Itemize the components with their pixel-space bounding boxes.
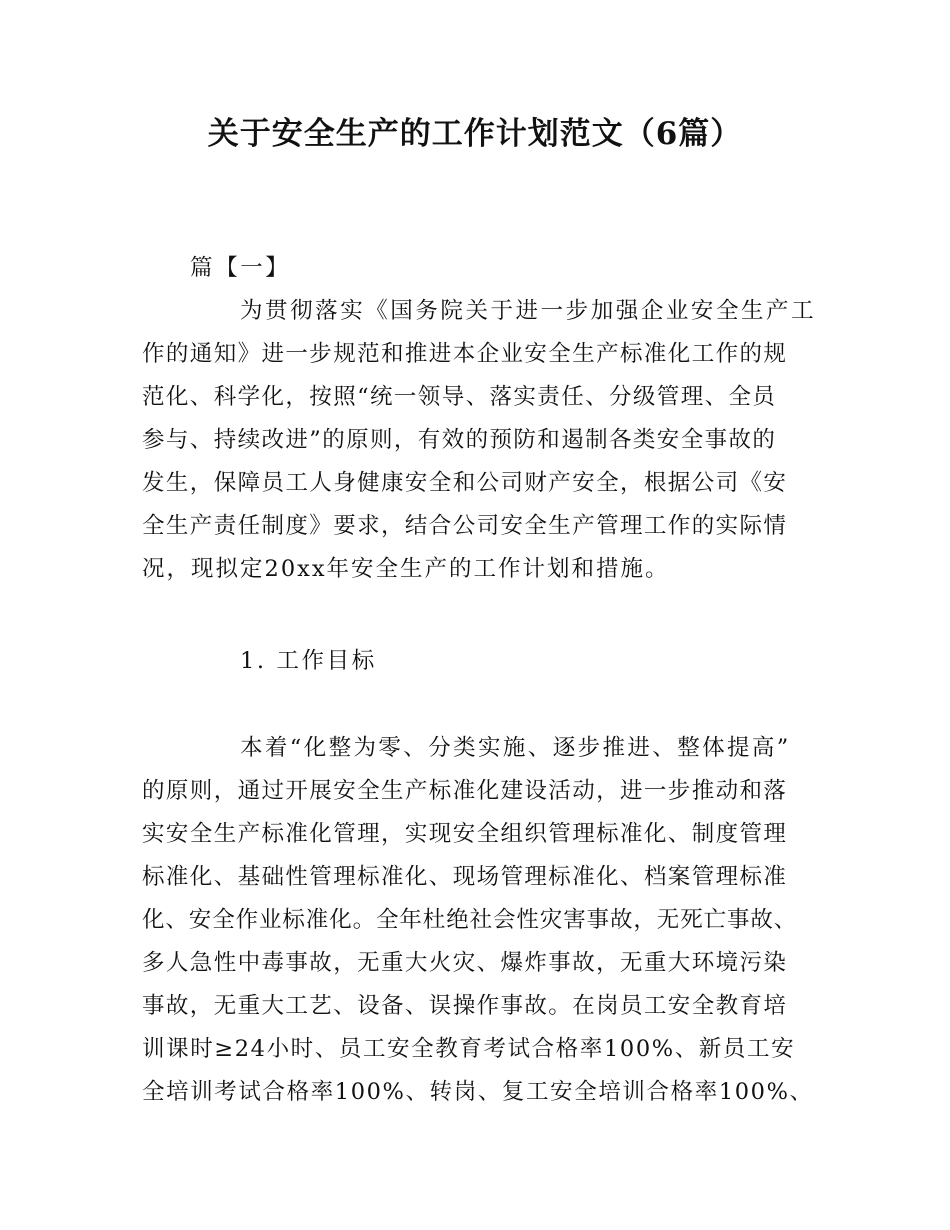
document-title: 关于安全生产的工作计划范文（6篇）	[207, 116, 743, 152]
section-heading: 篇【一】	[190, 255, 291, 281]
paragraph-line: 全培训考试合格率100%、转岗、复工安全培训合格率100%、	[142, 1079, 814, 1105]
item-heading: 1. 工作目标	[240, 648, 377, 674]
paragraph-line: 本着“化整为零、分类实施、逐步推进、整体提高”	[240, 735, 791, 761]
paragraph-line: 发生，保障员工人身健康安全和公司财产安全，根据公司《安	[142, 470, 788, 496]
paragraph-line: 事故，无重大工艺、设备、误操作事故。在岗员工安全教育培	[142, 993, 788, 1019]
paragraph-line: 的原则，通过开展安全生产标准化建设活动，进一步推动和落	[142, 778, 788, 804]
paragraph-line: 实安全生产标准化管理，实现安全组织管理标准化、制度管理	[142, 821, 788, 847]
paragraph-line: 参与、持续改进”的原则，有效的预防和遏制各类安全事故的	[142, 427, 777, 453]
paragraph-line: 况，现拟定20xx年安全生产的工作计划和措施。	[142, 556, 670, 582]
paragraph-line: 全生产责任制度》要求，结合公司安全生产管理工作的实际情	[142, 513, 788, 539]
paragraph-line: 为贯彻落实《国务院关于进一步加强企业安全生产工	[240, 298, 817, 324]
paragraph-line: 作的通知》进一步规范和推进本企业安全生产标准化工作的规	[142, 341, 788, 367]
paragraph-line: 多人急性中毒事故，无重大火灾、爆炸事故，无重大环境污染	[142, 950, 788, 976]
paragraph-line: 训课时≥24小时、员工安全教育考试合格率100%、新员工安	[142, 1036, 796, 1062]
paragraph-line: 范化、科学化，按照“统一领导、落实责任、分级管理、全员	[142, 384, 777, 410]
paragraph-line: 标准化、基础性管理标准化、现场管理标准化、档案管理标准	[142, 864, 788, 890]
paragraph-line: 化、安全作业标准化。全年杜绝社会性灾害事故，无死亡事故、	[142, 907, 798, 933]
